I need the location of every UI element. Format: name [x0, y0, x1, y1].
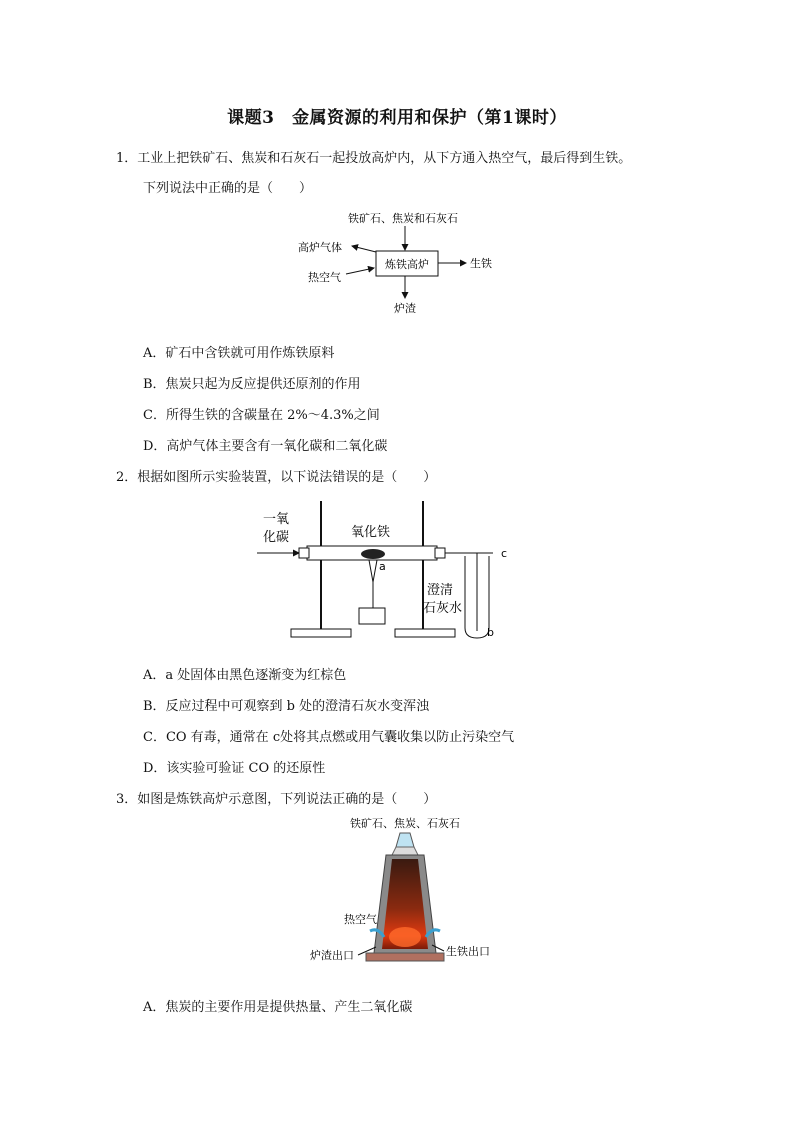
- q3-blast-furnace-diagram: [300, 813, 510, 975]
- q3-hot-air-label: 热空气: [344, 913, 377, 926]
- q2-option-a: A．a 处固体由黑色逐渐变为红棕色: [143, 668, 347, 683]
- q2-flame: [369, 560, 377, 582]
- q2-limewater-label-1: 澄清: [427, 583, 454, 598]
- q2-limewater-label-2: 石灰水: [423, 601, 463, 616]
- q2-label-a: a: [379, 560, 386, 573]
- q2-right-stopper: [435, 548, 445, 558]
- q1-left-out-arrow: [352, 246, 376, 252]
- q3-hopper: [396, 833, 414, 847]
- q3-stem: 3．如图是炼铁高炉示意图，下列说法正确的是（ ）: [116, 792, 437, 807]
- q1-left-in-label: 热空气: [308, 271, 341, 284]
- q2-right-stand-base: [395, 629, 455, 637]
- q3-furnace-base: [366, 953, 444, 961]
- q3-hot-zone: [389, 927, 421, 947]
- q2-iron-oxide-sample: [361, 549, 385, 559]
- q2-burner-base: [359, 608, 385, 624]
- q1-left-in-arrow: [346, 268, 374, 274]
- q2-left-stand-base: [291, 629, 351, 637]
- q2-option-c: C．CO 有毒，通常在 c处将其点燃或用气囊收集以防止污染空气: [143, 730, 515, 745]
- q1-box-label: 炼铁高炉: [385, 258, 429, 271]
- q2-label-b: b: [487, 626, 494, 639]
- q2-label-c: c: [501, 547, 508, 560]
- q1-top-input-label: 铁矿石、焦炭和石灰石: [348, 212, 458, 225]
- q1-flow-diagram: [290, 206, 510, 318]
- q1-option-c: C．所得生铁的含碳量在 2%～4.3%之间: [143, 408, 380, 423]
- q1-left-out-label: 高炉气体: [298, 241, 342, 254]
- q1-option-d: D．高炉气体主要含有一氧化碳和二氧化碳: [143, 439, 388, 454]
- q2-option-b: B．反应过程中可观察到 b 处的澄清石灰水变浑浊: [143, 699, 430, 714]
- q2-option-d: D．该实验可验证 CO 的还原性: [143, 761, 326, 776]
- q1-right-out-label: 生铁: [470, 257, 492, 270]
- q1-option-b: B．焦炭只起为反应提供还原剂的作用: [143, 377, 361, 392]
- q3-iron-outlet-label: 生铁出口: [446, 945, 490, 958]
- q1-stem-line2: 下列说法中正确的是（ ）: [143, 181, 313, 196]
- q2-oxide-label: 氧化铁: [351, 525, 391, 540]
- q3-top-label: 铁矿石、焦炭、石灰石: [350, 817, 460, 830]
- q3-throat: [392, 847, 418, 855]
- q1-option-a: A．矿石中含铁就可用作炼铁原料: [143, 346, 335, 361]
- q2-apparatus-diagram: [255, 496, 525, 646]
- page-title: 课题3 金属资源的利用和保护（第1课时）: [227, 108, 567, 128]
- q3-slag-outlet-label: 炉渣出口: [310, 949, 354, 962]
- q2-gas-label-2: 化碳: [263, 530, 290, 545]
- q2-stem: 2．根据如图所示实验装置，以下说法错误的是（ ）: [116, 470, 437, 485]
- q2-gas-label-1: 一氧: [263, 512, 290, 527]
- q3-option-a: A．焦炭的主要作用是提供热量、产生二氧化碳: [143, 1000, 413, 1015]
- q1-bottom-out-label: 炉渣: [394, 302, 416, 315]
- q1-stem-line1: 1．工业上把铁矿石、焦炭和石灰石一起投放高炉内，从下方通入热空气，最后得到生铁。: [116, 151, 632, 166]
- q2-left-stopper: [299, 548, 309, 558]
